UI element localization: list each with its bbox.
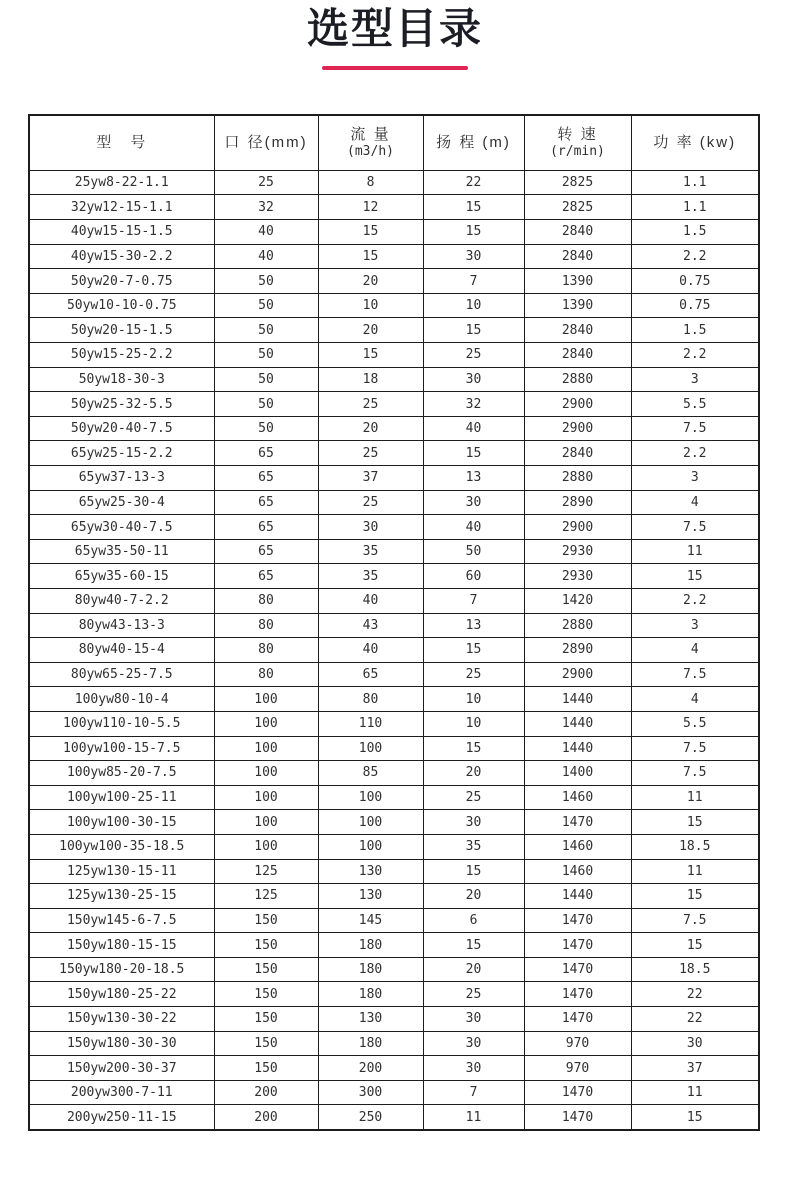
table-cell: 4 bbox=[631, 490, 759, 515]
table-cell: 0.75 bbox=[631, 269, 759, 294]
table-cell: 40 bbox=[214, 244, 318, 269]
table-row bbox=[29, 416, 759, 441]
table-cell: 65 bbox=[214, 466, 318, 491]
table-cell: 10 bbox=[318, 293, 423, 318]
table-cell: 0.75 bbox=[631, 293, 759, 318]
table-cell: 100 bbox=[318, 736, 423, 761]
table-row bbox=[29, 687, 759, 712]
table-cell: 2840 bbox=[524, 441, 631, 466]
table-row bbox=[29, 957, 759, 982]
table-row bbox=[29, 539, 759, 564]
table-cell: 100 bbox=[214, 785, 318, 810]
table-cell: 80 bbox=[214, 662, 318, 687]
table-cell: 15 bbox=[423, 638, 524, 663]
selection-catalog-table bbox=[28, 114, 760, 1130]
table-cell: 65 bbox=[214, 515, 318, 540]
table-cell: 2900 bbox=[524, 662, 631, 687]
table-cell: 32yw12-15-1.1 bbox=[29, 195, 214, 220]
table-cell: 20 bbox=[423, 884, 524, 909]
table-cell: 200yw250-11-15 bbox=[29, 1105, 214, 1130]
page-title: 选型目录 bbox=[306, 4, 483, 53]
table-cell: 43 bbox=[318, 613, 423, 638]
table-cell: 3 bbox=[631, 613, 759, 638]
table-row bbox=[29, 466, 759, 491]
table-cell: 50yw20-7-0.75 bbox=[29, 269, 214, 294]
table-cell: 50yw18-30-3 bbox=[29, 367, 214, 392]
table-cell: 13 bbox=[423, 613, 524, 638]
table-cell: 200 bbox=[214, 1105, 318, 1130]
table-cell: 10 bbox=[423, 711, 524, 736]
table-cell: 2.2 bbox=[631, 588, 759, 613]
table-cell: 80yw65-25-7.5 bbox=[29, 662, 214, 687]
table-cell: 150 bbox=[214, 957, 318, 982]
table-cell: 180 bbox=[318, 933, 423, 958]
table-cell: 1470 bbox=[524, 957, 631, 982]
table-cell: 100yw100-30-15 bbox=[29, 810, 214, 835]
table-cell: 15 bbox=[423, 318, 524, 343]
table-cell: 2900 bbox=[524, 392, 631, 417]
table-cell: 100 bbox=[318, 810, 423, 835]
table-cell: 110 bbox=[318, 711, 423, 736]
table-cell: 32 bbox=[214, 195, 318, 220]
table-cell: 12 bbox=[318, 195, 423, 220]
table-cell: 30 bbox=[423, 1007, 524, 1032]
table-cell: 7.5 bbox=[631, 416, 759, 441]
table-cell: 18 bbox=[318, 367, 423, 392]
table-cell: 50 bbox=[214, 392, 318, 417]
table-cell: 125yw130-25-15 bbox=[29, 884, 214, 909]
table-cell: 130 bbox=[318, 1007, 423, 1032]
table-cell: 1390 bbox=[524, 293, 631, 318]
table-cell: 50yw20-40-7.5 bbox=[29, 416, 214, 441]
table-cell: 30 bbox=[423, 490, 524, 515]
table-cell: 125 bbox=[214, 859, 318, 884]
table-cell: 970 bbox=[524, 1031, 631, 1056]
table-cell: 1470 bbox=[524, 933, 631, 958]
table-cell: 50 bbox=[214, 416, 318, 441]
table-cell: 2840 bbox=[524, 244, 631, 269]
table-cell: 6 bbox=[423, 908, 524, 933]
table-cell: 15 bbox=[423, 220, 524, 245]
table-row bbox=[29, 441, 759, 466]
table-cell: 180 bbox=[318, 1031, 423, 1056]
table-cell: 65 bbox=[318, 662, 423, 687]
table-cell: 1440 bbox=[524, 884, 631, 909]
table-cell: 200 bbox=[318, 1056, 423, 1081]
table-row bbox=[29, 736, 759, 761]
table-cell: 1470 bbox=[524, 908, 631, 933]
table-cell: 15 bbox=[423, 859, 524, 884]
table-row bbox=[29, 269, 759, 294]
table-cell: 7 bbox=[423, 588, 524, 613]
table-cell: 1420 bbox=[524, 588, 631, 613]
column-header-power: 功 率 (kw) bbox=[631, 115, 759, 170]
table-cell: 20 bbox=[423, 957, 524, 982]
table-cell: 22 bbox=[631, 982, 759, 1007]
table-cell: 7 bbox=[423, 1080, 524, 1105]
table-cell: 65 bbox=[214, 539, 318, 564]
table-cell: 300 bbox=[318, 1080, 423, 1105]
table-cell: 7 bbox=[423, 269, 524, 294]
table-cell: 20 bbox=[318, 269, 423, 294]
table-cell: 130 bbox=[318, 884, 423, 909]
table-cell: 65 bbox=[214, 441, 318, 466]
table-cell: 200 bbox=[214, 1080, 318, 1105]
table-cell: 37 bbox=[318, 466, 423, 491]
table-cell: 100yw100-35-18.5 bbox=[29, 834, 214, 859]
table-cell: 1440 bbox=[524, 711, 631, 736]
table-cell: 20 bbox=[318, 318, 423, 343]
table-cell: 40yw15-15-1.5 bbox=[29, 220, 214, 245]
table-cell: 4 bbox=[631, 638, 759, 663]
table-row bbox=[29, 392, 759, 417]
table-cell: 50yw15-25-2.2 bbox=[29, 343, 214, 368]
table-cell: 50 bbox=[214, 269, 318, 294]
table-cell: 1.5 bbox=[631, 220, 759, 245]
table-cell: 65yw25-15-2.2 bbox=[29, 441, 214, 466]
table-row bbox=[29, 933, 759, 958]
table-cell: 150yw200-30-37 bbox=[29, 1056, 214, 1081]
table-cell: 40 bbox=[423, 515, 524, 540]
table-cell: 1460 bbox=[524, 785, 631, 810]
table-cell: 15 bbox=[423, 933, 524, 958]
table-cell: 150 bbox=[214, 1056, 318, 1081]
table-cell: 25 bbox=[423, 662, 524, 687]
table-cell: 7.5 bbox=[631, 761, 759, 786]
table-cell: 20 bbox=[318, 416, 423, 441]
table-cell: 125 bbox=[214, 884, 318, 909]
title-underline-accent bbox=[322, 66, 468, 70]
table-cell: 30 bbox=[423, 367, 524, 392]
table-cell: 1440 bbox=[524, 687, 631, 712]
table-cell: 15 bbox=[631, 933, 759, 958]
table-cell: 50 bbox=[214, 343, 318, 368]
table-cell: 15 bbox=[423, 195, 524, 220]
table-cell: 100yw85-20-7.5 bbox=[29, 761, 214, 786]
table-cell: 1470 bbox=[524, 1007, 631, 1032]
table-cell: 2.2 bbox=[631, 244, 759, 269]
table-cell: 35 bbox=[423, 834, 524, 859]
table-cell: 2900 bbox=[524, 416, 631, 441]
table-cell: 2930 bbox=[524, 564, 631, 589]
table-cell: 80 bbox=[318, 687, 423, 712]
table-cell: 15 bbox=[423, 441, 524, 466]
table-cell: 80yw40-15-4 bbox=[29, 638, 214, 663]
table-cell: 40 bbox=[214, 220, 318, 245]
table-cell: 65 bbox=[214, 564, 318, 589]
table-cell: 13 bbox=[423, 466, 524, 491]
table-row bbox=[29, 1056, 759, 1081]
table-cell: 40 bbox=[423, 416, 524, 441]
table-row bbox=[29, 1007, 759, 1032]
table-cell: 50 bbox=[214, 318, 318, 343]
table-cell: 30 bbox=[423, 244, 524, 269]
table-cell: 2890 bbox=[524, 638, 631, 663]
table-row bbox=[29, 515, 759, 540]
table-cell: 65yw35-50-11 bbox=[29, 539, 214, 564]
table-cell: 50yw10-10-0.75 bbox=[29, 293, 214, 318]
table-cell: 3 bbox=[631, 367, 759, 392]
table-cell: 100 bbox=[214, 687, 318, 712]
table-row bbox=[29, 588, 759, 613]
table-cell: 25 bbox=[423, 343, 524, 368]
table-cell: 4 bbox=[631, 687, 759, 712]
table-cell: 50yw25-32-5.5 bbox=[29, 392, 214, 417]
table-cell: 18.5 bbox=[631, 834, 759, 859]
table-cell: 7.5 bbox=[631, 908, 759, 933]
table-row bbox=[29, 761, 759, 786]
table-cell: 18.5 bbox=[631, 957, 759, 982]
table-cell: 50yw20-15-1.5 bbox=[29, 318, 214, 343]
table-row bbox=[29, 810, 759, 835]
table-cell: 80 bbox=[214, 613, 318, 638]
table-cell: 80 bbox=[214, 588, 318, 613]
table-row bbox=[29, 711, 759, 736]
column-header-flow: 流 量 (m3/h) bbox=[318, 115, 423, 170]
table-cell: 1460 bbox=[524, 859, 631, 884]
table-cell: 2930 bbox=[524, 539, 631, 564]
table-cell: 37 bbox=[631, 1056, 759, 1081]
table-cell: 150 bbox=[214, 1007, 318, 1032]
table-row bbox=[29, 613, 759, 638]
table-cell: 100 bbox=[214, 761, 318, 786]
table-row bbox=[29, 982, 759, 1007]
table-cell: 150 bbox=[214, 982, 318, 1007]
table-cell: 1.1 bbox=[631, 195, 759, 220]
table-cell: 1460 bbox=[524, 834, 631, 859]
table-cell: 180 bbox=[318, 957, 423, 982]
table-cell: 1470 bbox=[524, 1105, 631, 1130]
table-cell: 250 bbox=[318, 1105, 423, 1130]
column-header-model: 型 号 bbox=[29, 115, 214, 170]
table-cell: 150yw145-6-7.5 bbox=[29, 908, 214, 933]
table-cell: 40 bbox=[318, 588, 423, 613]
table-cell: 100yw80-10-4 bbox=[29, 687, 214, 712]
table-cell: 2880 bbox=[524, 466, 631, 491]
table-cell: 150yw180-25-22 bbox=[29, 982, 214, 1007]
table-cell: 20 bbox=[423, 761, 524, 786]
table-cell: 65yw30-40-7.5 bbox=[29, 515, 214, 540]
table-cell: 970 bbox=[524, 1056, 631, 1081]
table-cell: 150yw180-30-30 bbox=[29, 1031, 214, 1056]
column-header-head: 扬 程 (m) bbox=[423, 115, 524, 170]
table-cell: 150yw180-15-15 bbox=[29, 933, 214, 958]
table-cell: 15 bbox=[423, 736, 524, 761]
table-cell: 15 bbox=[631, 564, 759, 589]
table-cell: 60 bbox=[423, 564, 524, 589]
table-cell: 15 bbox=[631, 810, 759, 835]
table-cell: 25 bbox=[318, 441, 423, 466]
table-cell: 65 bbox=[214, 490, 318, 515]
table-cell: 150yw180-20-18.5 bbox=[29, 957, 214, 982]
table-cell: 100 bbox=[214, 834, 318, 859]
table-cell: 2880 bbox=[524, 613, 631, 638]
table-row bbox=[29, 859, 759, 884]
table-cell: 15 bbox=[318, 343, 423, 368]
table-cell: 30 bbox=[631, 1031, 759, 1056]
table-cell: 100 bbox=[214, 736, 318, 761]
table-row bbox=[29, 220, 759, 245]
table-cell: 7.5 bbox=[631, 736, 759, 761]
table-cell: 100 bbox=[214, 810, 318, 835]
table-cell: 100yw100-25-11 bbox=[29, 785, 214, 810]
table-cell: 1440 bbox=[524, 736, 631, 761]
table-cell: 150 bbox=[214, 1031, 318, 1056]
column-header-diameter: 口 径(mm) bbox=[214, 115, 318, 170]
table-cell: 3 bbox=[631, 466, 759, 491]
table-cell: 10 bbox=[423, 293, 524, 318]
table-cell: 15 bbox=[631, 884, 759, 909]
table-cell: 100 bbox=[214, 711, 318, 736]
table-cell: 150 bbox=[214, 908, 318, 933]
table-body bbox=[29, 170, 759, 1129]
table-cell: 10 bbox=[423, 687, 524, 712]
table-cell: 50 bbox=[423, 539, 524, 564]
table-cell: 2825 bbox=[524, 195, 631, 220]
table-cell: 35 bbox=[318, 564, 423, 589]
table-cell: 100yw110-10-5.5 bbox=[29, 711, 214, 736]
table-cell: 2.2 bbox=[631, 441, 759, 466]
table-cell: 150yw130-30-22 bbox=[29, 1007, 214, 1032]
table-cell: 2840 bbox=[524, 220, 631, 245]
table-cell: 150 bbox=[214, 933, 318, 958]
table-cell: 11 bbox=[631, 539, 759, 564]
table-row bbox=[29, 244, 759, 269]
table-cell: 1390 bbox=[524, 269, 631, 294]
table-cell: 2840 bbox=[524, 343, 631, 368]
table-row bbox=[29, 195, 759, 220]
table-row bbox=[29, 1080, 759, 1105]
table-row bbox=[29, 908, 759, 933]
table-row bbox=[29, 1031, 759, 1056]
table-row bbox=[29, 785, 759, 810]
table-cell: 2.2 bbox=[631, 343, 759, 368]
table-row bbox=[29, 1105, 759, 1130]
table-cell: 100 bbox=[318, 834, 423, 859]
table-cell: 5.5 bbox=[631, 711, 759, 736]
table-cell: 40yw15-30-2.2 bbox=[29, 244, 214, 269]
table-row bbox=[29, 367, 759, 392]
table-cell: 8 bbox=[318, 170, 423, 195]
table-cell: 1470 bbox=[524, 982, 631, 1007]
table-row bbox=[29, 884, 759, 909]
column-header-speed: 转 速 (r/min) bbox=[524, 115, 631, 170]
table-cell: 1.5 bbox=[631, 318, 759, 343]
table-cell: 25 bbox=[423, 785, 524, 810]
table-cell: 7.5 bbox=[631, 515, 759, 540]
table-cell: 200yw300-7-11 bbox=[29, 1080, 214, 1105]
table-header-row bbox=[29, 115, 759, 170]
table-cell: 22 bbox=[631, 1007, 759, 1032]
table-cell: 125yw130-15-11 bbox=[29, 859, 214, 884]
table-cell: 50 bbox=[214, 367, 318, 392]
table-cell: 1470 bbox=[524, 1080, 631, 1105]
table-cell: 30 bbox=[423, 1056, 524, 1081]
table-row bbox=[29, 170, 759, 195]
table-cell: 2900 bbox=[524, 515, 631, 540]
table-cell: 65yw35-60-15 bbox=[29, 564, 214, 589]
table-cell: 100 bbox=[318, 785, 423, 810]
table-cell: 2825 bbox=[524, 170, 631, 195]
table-cell: 180 bbox=[318, 982, 423, 1007]
table-row bbox=[29, 638, 759, 663]
table-cell: 80yw40-7-2.2 bbox=[29, 588, 214, 613]
table-cell: 25 bbox=[423, 982, 524, 1007]
table-cell: 130 bbox=[318, 859, 423, 884]
table-row bbox=[29, 293, 759, 318]
table-cell: 50 bbox=[214, 293, 318, 318]
table-cell: 11 bbox=[631, 785, 759, 810]
table-cell: 32 bbox=[423, 392, 524, 417]
table-row bbox=[29, 318, 759, 343]
table-cell: 22 bbox=[423, 170, 524, 195]
table-cell: 80yw43-13-3 bbox=[29, 613, 214, 638]
table-cell: 11 bbox=[423, 1105, 524, 1130]
table-cell: 25yw8-22-1.1 bbox=[29, 170, 214, 195]
table-cell: 145 bbox=[318, 908, 423, 933]
table-cell: 15 bbox=[318, 220, 423, 245]
table-cell: 5.5 bbox=[631, 392, 759, 417]
table-header bbox=[29, 115, 759, 170]
table-cell: 2890 bbox=[524, 490, 631, 515]
table-cell: 2840 bbox=[524, 318, 631, 343]
table-cell: 25 bbox=[318, 392, 423, 417]
table-cell: 65yw37-13-3 bbox=[29, 466, 214, 491]
table-cell: 15 bbox=[318, 244, 423, 269]
table-cell: 1400 bbox=[524, 761, 631, 786]
table-cell: 25 bbox=[214, 170, 318, 195]
table-cell: 65yw25-30-4 bbox=[29, 490, 214, 515]
table-cell: 85 bbox=[318, 761, 423, 786]
table-cell: 35 bbox=[318, 539, 423, 564]
table-cell: 11 bbox=[631, 1080, 759, 1105]
table-row bbox=[29, 343, 759, 368]
table-cell: 2880 bbox=[524, 367, 631, 392]
table-cell: 25 bbox=[318, 490, 423, 515]
table-row bbox=[29, 490, 759, 515]
table-cell: 100yw100-15-7.5 bbox=[29, 736, 214, 761]
table-cell: 1.1 bbox=[631, 170, 759, 195]
table-row bbox=[29, 564, 759, 589]
table-cell: 15 bbox=[631, 1105, 759, 1130]
table-cell: 30 bbox=[318, 515, 423, 540]
table-row bbox=[29, 662, 759, 687]
table-cell: 30 bbox=[423, 1031, 524, 1056]
table-cell: 11 bbox=[631, 859, 759, 884]
table-cell: 40 bbox=[318, 638, 423, 663]
table-cell: 80 bbox=[214, 638, 318, 663]
table-cell: 7.5 bbox=[631, 662, 759, 687]
table-row bbox=[29, 834, 759, 859]
table-cell: 30 bbox=[423, 810, 524, 835]
table-cell: 1470 bbox=[524, 810, 631, 835]
